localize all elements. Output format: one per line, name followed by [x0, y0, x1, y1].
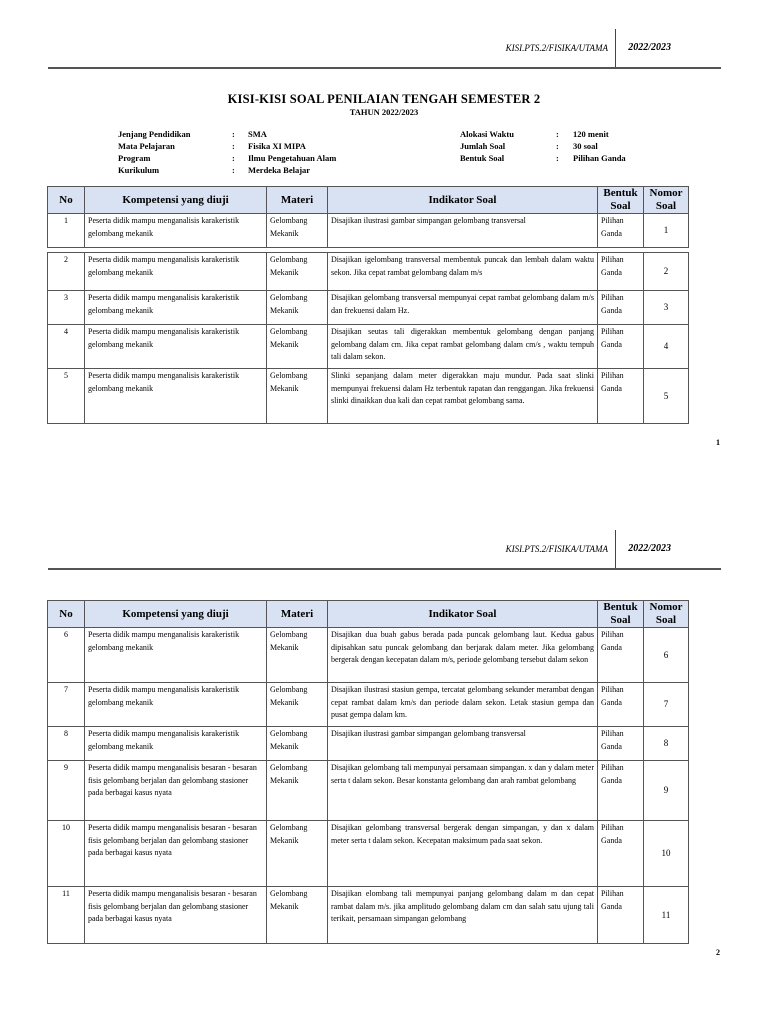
doc-code: KISI.PTS.2/FISIKA/UTAMA — [505, 544, 608, 554]
cell-bentuk: Pilihan Ganda — [598, 369, 644, 424]
meta-right-colons — [556, 128, 559, 164]
meta-right-labels — [460, 128, 514, 164]
cell-kompetensi: Peserta didik mampu menganalisis besaran - besaran fisis gelombang berjalan dan gelombang stasioner pada berbagai kasus nyata — [85, 761, 267, 821]
cell-no: 5 — [48, 369, 85, 424]
meta-value: Merdeka Belajar — [248, 165, 311, 175]
cell-bentuk: Pilihan Ganda — [598, 887, 644, 944]
cell-nomor: 2 — [644, 253, 689, 291]
kisi-table-page2 — [47, 600, 689, 944]
cell-indikator: Disajikan gelombang transversal bergerak dengan simpangan, y dan x dalam meter serta t dalam sekon. Kecepatan maksimum pada saat sekon. — [328, 821, 598, 887]
kisi-table-page1 — [47, 186, 689, 424]
meta-label: Jenjang Pendidikan — [118, 129, 191, 139]
page-subtitle: TAHUN 2022/2023 — [349, 107, 419, 117]
cell-no: 8 — [48, 727, 85, 761]
table-row — [48, 369, 689, 424]
col-materi: Materi — [267, 187, 328, 214]
cell-kompetensi: Peserta didik mampu menganalisis karakeristik gelombang mekanik — [85, 291, 267, 325]
cell-kompetensi: Peserta didik mampu menganalisis besaran - besaran fisis gelombang berjalan dan gelombang stasioner pada berbagai kasus nyata — [85, 887, 267, 944]
cell-indikator: Disajikan ilustrasi gambar simpangan gelombang transversal — [328, 214, 598, 248]
cell-materi: Gelombang Mekanik — [267, 253, 328, 291]
table-row — [48, 683, 689, 727]
table-row — [48, 727, 689, 761]
cell-materi: Gelombang Mekanik — [267, 325, 328, 369]
cell-nomor: 6 — [644, 628, 689, 683]
meta-colon: : — [556, 129, 559, 139]
col-indikator: Indikator Soal — [328, 187, 598, 214]
cell-bentuk: Pilihan Ganda — [598, 214, 644, 248]
cell-indikator: Disajikan gelombang tali mempunyai persamaan simpangan. x dan y dalam meter serta t dalam sekon. Besar konstanta gelombang dan arah rambat gelombang — [328, 761, 598, 821]
table-row — [48, 214, 689, 248]
meta-label: Jumlah Soal — [460, 141, 506, 151]
cell-nomor: 1 — [644, 214, 689, 248]
meta-label: Mata Pelajaran — [118, 141, 175, 151]
header-rule — [48, 568, 721, 570]
cell-no: 6 — [48, 628, 85, 683]
cell-materi: Gelombang Mekanik — [267, 821, 328, 887]
cell-materi: Gelombang Mekanik — [267, 369, 328, 424]
meta-label: Bentuk Soal — [460, 153, 505, 163]
meta-right-values — [573, 128, 626, 164]
col-no: No — [48, 187, 85, 214]
cell-no: 7 — [48, 683, 85, 727]
cell-nomor: 4 — [644, 325, 689, 369]
table-row — [48, 821, 689, 887]
meta-colon: : — [232, 165, 235, 175]
cell-bentuk: Pilihan Ganda — [598, 821, 644, 887]
cell-no: 2 — [48, 253, 85, 291]
cell-bentuk: Pilihan Ganda — [598, 325, 644, 369]
doc-year: 2022/2023 — [628, 42, 671, 53]
cell-kompetensi: Peserta didik mampu menganalisis karakeristik gelombang mekanik — [85, 369, 267, 424]
meta-colon: : — [556, 141, 559, 151]
cell-bentuk: Pilihan Ganda — [598, 291, 644, 325]
col-kompetensi: Kompetensi yang diuji — [85, 601, 267, 628]
meta-value: SMA — [248, 129, 267, 139]
meta-value: 30 soal — [573, 141, 598, 151]
cell-indikator: Disajikan gelombang transversal mempunyai cepat rambat gelombang dalam m/s dan frekuensi dalam Hz. — [328, 291, 598, 325]
meta-value: Fisika XI MIPA — [248, 141, 306, 151]
page-title: KISI-KISI SOAL PENILAIAN TENGAH SEMESTER 2 — [227, 92, 541, 106]
header-divider — [615, 29, 616, 69]
table-row — [48, 628, 689, 683]
cell-indikator: Disajikan dua buah gabus berada pada puncak gelombang laut. Kedua gabus dipisahkan satu puncak gelombang dan berjarak dalam meter. Jika gelombang bergerak dengan kecepatan dalam m/s, periode gelombang tersebut dalam sekon — [328, 628, 598, 683]
cell-nomor: 3 — [644, 291, 689, 325]
page1-header — [48, 29, 721, 69]
cell-bentuk: Pilihan Ganda — [598, 683, 644, 727]
cell-materi: Gelombang Mekanik — [267, 628, 328, 683]
cell-kompetensi: Peserta didik mampu menganalisis karakeristik gelombang mekanik — [85, 727, 267, 761]
meta-left-labels — [118, 128, 191, 176]
cell-nomor: 9 — [644, 761, 689, 821]
meta-colon: : — [232, 141, 235, 151]
cell-kompetensi: Peserta didik mampu menganalisis karakeristik gelombang mekanik — [85, 628, 267, 683]
meta-label: Alokasi Waktu — [460, 129, 514, 139]
meta-value: Pilihan Ganda — [573, 153, 626, 163]
doc-year: 2022/2023 — [628, 543, 671, 554]
col-no: No — [48, 601, 85, 628]
page2-header — [48, 530, 721, 570]
cell-indikator: Disajikan ilustrasi gambar simpangan gelombang transversal — [328, 727, 598, 761]
table-row — [48, 253, 689, 291]
cell-nomor: 7 — [644, 683, 689, 727]
table-row — [48, 325, 689, 369]
cell-indikator: Slinki sepanjang dalam meter digerakkan maju mundur. Pada saat slinki mempunyai frekuensi dalam Hz terbentuk rapatan dan renggangan. Jika frekuensi slinki dinaikkan dua kali dan cepat rambat gelombang sama. — [328, 369, 598, 424]
col-bentuk: Bentuk Soal — [598, 601, 644, 628]
cell-kompetensi: Peserta didik mampu menganalisis karakeristik gelombang mekanik — [85, 325, 267, 369]
meta-colon: : — [556, 153, 559, 163]
table-row — [48, 291, 689, 325]
col-bentuk: Bentuk Soal — [598, 187, 644, 214]
meta-value: Ilmu Pengetahuan Alam — [248, 153, 337, 163]
cell-bentuk: Pilihan Ganda — [598, 253, 644, 291]
table-row — [48, 887, 689, 944]
doc-code: KISI.PTS.2/FISIKA/UTAMA — [505, 43, 608, 53]
meta-colon: : — [232, 153, 235, 163]
cell-kompetensi: Peserta didik mampu menganalisis karakeristik gelombang mekanik — [85, 683, 267, 727]
table-row — [48, 761, 689, 821]
cell-indikator: Disajikan ilustrasi stasiun gempa, tercatat gelombang sekunder merambat dengan cepat rambat dalam km/s dan periode dalam sekon. Letak stasiun gempa dan pusat gempa dalam km. — [328, 683, 598, 727]
cell-no: 10 — [48, 821, 85, 887]
cell-no: 4 — [48, 325, 85, 369]
cell-indikator: Disajikan igelombang transversal membentuk puncak dan lembah dalam waktu sekon. Jika cepat rambat gelombang dalam m/s — [328, 253, 598, 291]
cell-bentuk: Pilihan Ganda — [598, 761, 644, 821]
cell-indikator: Disajikan elombang tali mempunyai panjang gelombang dalam m dan cepat rambat dalam m/s. jika amplitudo gelombang dalam cm dan salah satu ujung tali terikait, persamaan simpangan gelombang — [328, 887, 598, 944]
meta-label: Program — [118, 153, 151, 163]
cell-bentuk: Pilihan Ganda — [598, 628, 644, 683]
cell-no: 3 — [48, 291, 85, 325]
meta-colon: : — [232, 129, 235, 139]
page-number: 1 — [716, 438, 720, 447]
header-rule — [48, 67, 721, 69]
cell-indikator: Disajikan seutas tali digerakkan membentuk gelombang dengan panjang gelombang dalam cm. Jika cepat rambat gelombang dalam cm/s , waktu tempuh tali dalam sekon. — [328, 325, 598, 369]
cell-materi: Gelombang Mekanik — [267, 291, 328, 325]
page-number: 2 — [716, 948, 720, 957]
cell-materi: Gelombang Mekanik — [267, 727, 328, 761]
cell-kompetensi: Peserta didik mampu menganalisis karakeristik gelombang mekanik — [85, 214, 267, 248]
meta-left-values — [248, 128, 336, 176]
meta-label: Kurikulum — [118, 165, 160, 175]
table-header-row — [48, 601, 689, 628]
cell-bentuk: Pilihan Ganda — [598, 727, 644, 761]
cell-no: 11 — [48, 887, 85, 944]
col-kompetensi: Kompetensi yang diuji — [85, 187, 267, 214]
cell-materi: Gelombang Mekanik — [267, 214, 328, 248]
col-nomor: Nomor Soal — [644, 187, 689, 214]
cell-kompetensi: Peserta didik mampu menganalisis besaran - besaran fisis gelombang berjalan dan gelombang stasioner pada berbagai kasus nyata — [85, 821, 267, 887]
cell-materi: Gelombang Mekanik — [267, 887, 328, 944]
cell-materi: Gelombang Mekanik — [267, 761, 328, 821]
cell-nomor: 8 — [644, 727, 689, 761]
cell-nomor: 10 — [644, 821, 689, 887]
cell-nomor: 11 — [644, 887, 689, 944]
col-nomor: Nomor Soal — [644, 601, 689, 628]
cell-nomor: 5 — [644, 369, 689, 424]
cell-no: 1 — [48, 214, 85, 248]
cell-kompetensi: Peserta didik mampu menganalisis karakeristik gelombang mekanik — [85, 253, 267, 291]
cell-no: 9 — [48, 761, 85, 821]
col-indikator: Indikator Soal — [328, 601, 598, 628]
meta-value: 120 menit — [573, 129, 609, 139]
meta-left-colons — [232, 128, 235, 176]
cell-materi: Gelombang Mekanik — [267, 683, 328, 727]
header-divider — [615, 530, 616, 570]
table-header-row — [48, 187, 689, 214]
col-materi: Materi — [267, 601, 328, 628]
